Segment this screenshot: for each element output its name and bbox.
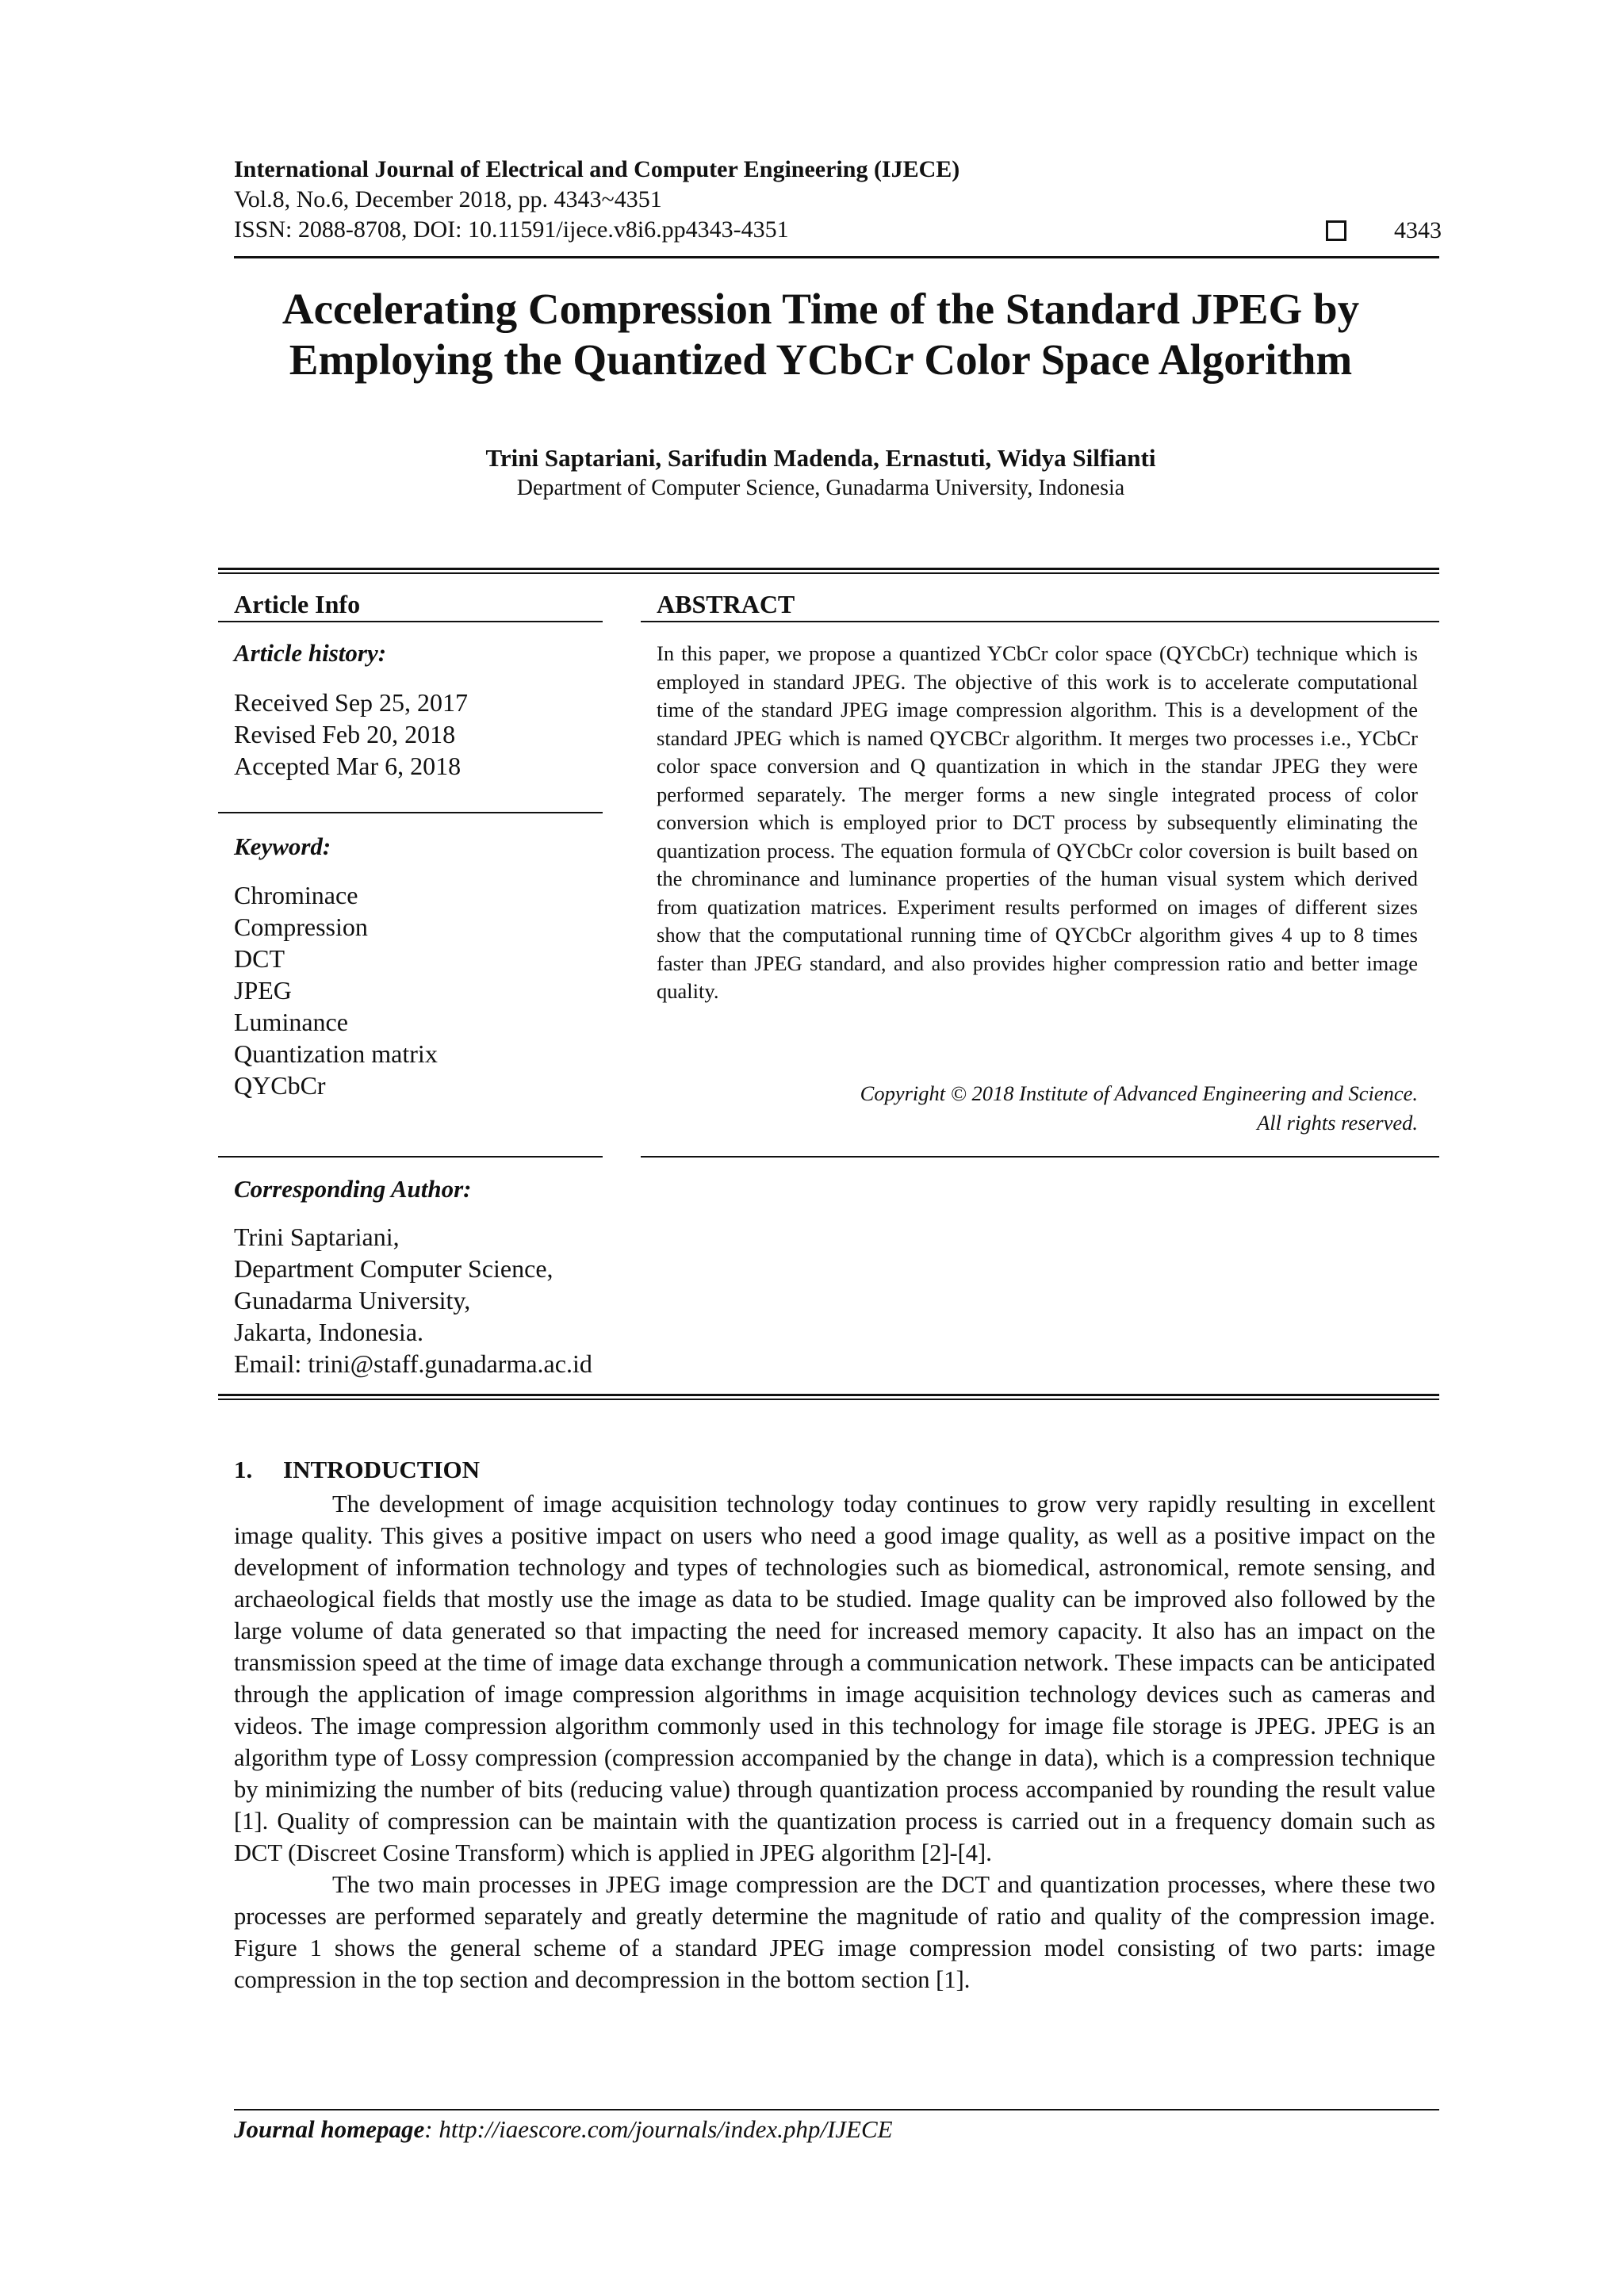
history-list (234, 687, 468, 782)
copyright-line-2: All rights reserved. (1257, 1111, 1418, 1135)
abstract-rule (641, 621, 1439, 622)
keyword-list (234, 879, 438, 1101)
author-list: Trini Saptariani, Sarifudin Madenda, Ernastuti, Widya Silfianti (485, 444, 1156, 472)
square-bullet-icon (1326, 220, 1346, 241)
article-info-rule (218, 621, 603, 622)
issn-doi: ISSN: 2088-8708, DOI: 10.11591/ijece.v8i6.pp4343-4351 (234, 216, 789, 243)
keyword-item: Quantization matrix (234, 1039, 438, 1068)
footer-rule (234, 2109, 1439, 2110)
page-number-block (1326, 217, 1442, 244)
abstract-heading: ABSTRACT (657, 590, 795, 618)
homepage-label: Journal homepage (234, 2115, 425, 2143)
history-received: Received Sep 25, 2017 (234, 688, 469, 717)
article-info-heading: Article Info (234, 590, 361, 618)
volume-info: Vol.8, No.6, December 2018, pp. 4343~4351 (234, 186, 662, 212)
title-line-1: Accelerating Compression Time of the Standard JPEG by (282, 285, 1360, 333)
author-line: Department Computer Science, (234, 1254, 553, 1283)
history-accepted: Accepted Mar 6, 2018 (234, 752, 462, 780)
author-line: Trini Saptariani, (234, 1223, 400, 1251)
author-email: Email: trini@staff.gunadarma.ac.id (234, 1349, 592, 1378)
keyword-item: JPEG (234, 976, 292, 1004)
history-revised: Revised Feb 20, 2018 (234, 720, 456, 748)
infobox-bottom-rule (218, 1394, 1439, 1396)
abstract-text: In this paper, we propose a quantized YCbCr color space (QYCbCr) technique which is employed in standard JPEG. The objective of this work is to accelerate computational time of the standard JPEG image compression algorithm. This is a development of the standard JPEG which is named QYCBCr algorithm. It merges two processes i.e., YCbCr color space conversion and Q quantization in which in the standar JPEG they were performed separately. The merger forms a new single integrated process of color conversion which is employed prior to DCT process by subsequently eliminating the quantization process. The equation formula of QYCbCr color coversion is built based on the chrominance and luminance properties of the human visual system which derived from quatization matrices. Experiment results performed on images of different sizes show that the computational running time of QYCbCr algorithm gives 4 up to 8 times faster than JPEG standard, and also provides higher compression ratio and better image quality. (657, 641, 1418, 1003)
keyword-item: Luminance (234, 1008, 348, 1036)
page-number: 4343 (1394, 217, 1442, 243)
introduction-body (234, 1488, 1435, 1996)
keyword-item: DCT (234, 944, 285, 973)
introduction-heading: 1. INTRODUCTION (234, 1456, 481, 1483)
history-label: Article history: (234, 639, 387, 667)
infobox-bottom-rule-2 (218, 1399, 1439, 1400)
abstract-bottom-rule (641, 1156, 1439, 1158)
infobox-top-rule-2 (218, 572, 1439, 574)
copyright-line-1: Copyright © 2018 Institute of Advanced Engineering and Science. (860, 1081, 1418, 1105)
title-line-2: Employing the Quantized YCbCr Color Space Algorithm (289, 335, 1353, 384)
intro-paragraph-2: The two main processes in JPEG image compression are the DCT and quantization processes, where these two processes are performed separately and greatly determine the magnitude of ratio and quality of the compression image. Figure 1 shows the general scheme of a standard JPEG image compression model consisting of two parts: image compression in the top section and decompression in the bottom section [1]. (234, 1871, 1435, 1993)
paper-title (174, 284, 1467, 385)
keyword-item: QYCbCr (234, 1071, 326, 1100)
infobox-top-rule (218, 568, 1439, 570)
author-line: Jakarta, Indonesia. (234, 1318, 424, 1346)
corresponding-author-label: Corresponding Author: (234, 1175, 472, 1203)
keyword-rule (218, 1156, 603, 1158)
running-header (234, 155, 959, 245)
homepage-url[interactable]: : http://iaescore.com/journals/index.php/IJECE (424, 2115, 893, 2143)
journal-homepage (234, 2115, 893, 2144)
affiliation: Department of Computer Science, Gunadarma University, Indonesia (516, 476, 1125, 500)
header-rule (234, 256, 1439, 258)
keyword-item: Compression (234, 913, 368, 941)
author-line: Gunadarma University, (234, 1286, 471, 1314)
keyword-label: Keyword: (234, 832, 331, 860)
intro-paragraph-1: The development of image acquisition technology today continues to grow very rapidly resulting in excellent image quality. This gives a positive impact on users who need a good image quality, as well as a positive impact on the development of information technology and types of technologies such as biomedical, astronomical, remote sensing, and archaeological fields that mostly use the image as data to be studied. Image quality can be improved also followed by the large volume of data generated so that impacting the need for increased memory capacity. It also has an impact on the transmission speed at the time of image data exchange through a communication network. These impacts can be anticipated through the application of image compression algorithms in image acquisition technology devices such as cameras and videos. The image compression algorithm commonly used in this technology for image file storage is JPEG. JPEG is an algorithm type of Lossy compression (compression accompanied by the change in data), which is a compression technique by minimizing the number of bits (reducing value) through quantization process accompanied by rounding the result value [1]. Quality of compression can be maintain with the quantization process is carried out in a frequency domain such as DCT (Discreet Cosine Transform) which is applied in JPEG algorithm [2]-[4]. (234, 1490, 1435, 1866)
keyword-item: Chrominace (234, 881, 358, 909)
corresponding-author (234, 1221, 592, 1380)
history-rule (218, 812, 603, 813)
journal-name: International Journal of Electrical and Computer Engineering (IJECE) (234, 156, 960, 182)
